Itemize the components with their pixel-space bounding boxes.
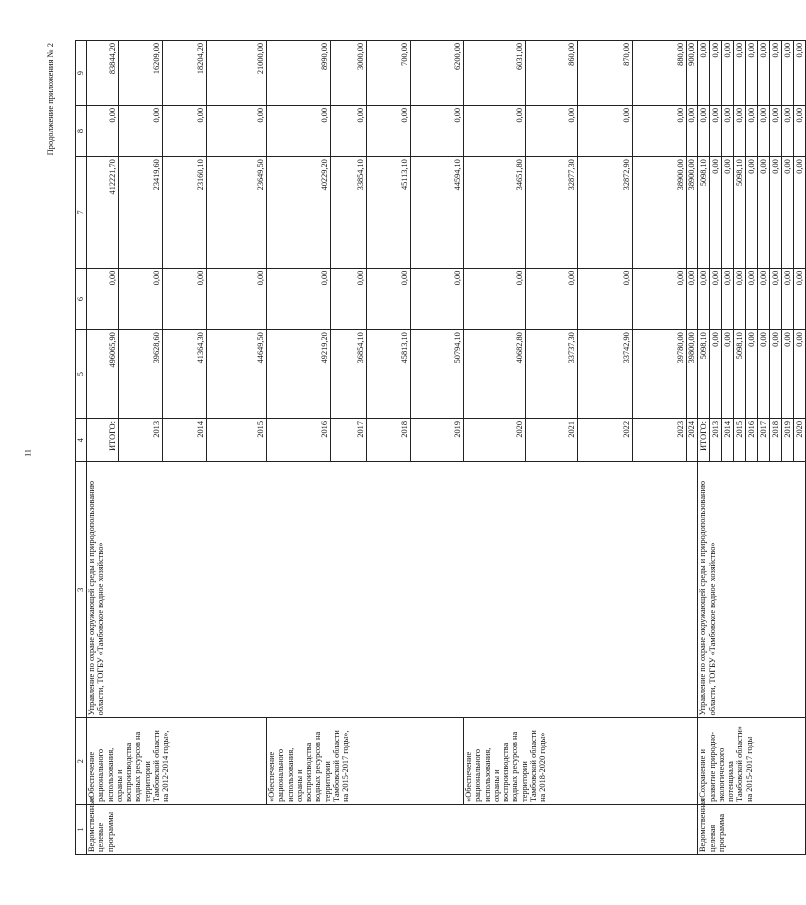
table-cell: 0,00 — [794, 268, 806, 329]
table-cell: 0,00 — [710, 268, 722, 329]
table-cell: 23649,50 — [207, 157, 267, 269]
table-cell: 0,00 — [710, 41, 722, 106]
table-cell: 2018 — [367, 419, 411, 462]
table-cell: 0,00 — [722, 105, 734, 156]
table-cell: 0,00 — [526, 268, 578, 329]
column-header: 2 — [76, 718, 87, 805]
table-cell: 0,00 — [367, 105, 411, 156]
table-cell: 49219,20 — [267, 330, 331, 419]
table-cell: 0,00 — [770, 268, 782, 329]
table-cell: 0,00 — [710, 105, 722, 156]
table-cell: 5098,10 — [734, 157, 746, 269]
table-cell: 0,00 — [331, 105, 367, 156]
table-cell: 0,00 — [758, 41, 770, 106]
table-cell: 0,00 — [722, 41, 734, 106]
table-cell: 2014 — [163, 419, 207, 462]
table-cell: 39628,60 — [119, 330, 163, 419]
table-cell: 5098,10 — [698, 157, 710, 269]
table-cell: 6031,00 — [464, 41, 526, 106]
table-cell: 18204,20 — [163, 41, 207, 106]
table-cell: 0,00 — [746, 268, 758, 329]
table-cell: 2013 — [710, 419, 722, 462]
table-cell: 5098,10 — [698, 330, 710, 419]
table-cell: 45113,10 — [367, 157, 411, 269]
table-cell: 0,00 — [119, 268, 163, 329]
table-cell: 0,00 — [746, 41, 758, 106]
table-cell: 6200,00 — [411, 41, 464, 106]
table-cell: 23160,10 — [163, 157, 207, 269]
table-cell: 2019 — [411, 419, 464, 462]
column-header: 5 — [76, 330, 87, 419]
table-cell: 33737,30 — [526, 330, 578, 419]
table-cell: ИТОГО: — [87, 419, 119, 462]
table-cell: 0,00 — [267, 268, 331, 329]
table-cell: 0,00 — [794, 41, 806, 106]
table-cell: 44594,10 — [411, 157, 464, 269]
table-cell: 860,00 — [526, 41, 578, 106]
table-cell: 2019 — [782, 419, 794, 462]
table-cell: 0,00 — [633, 268, 687, 329]
table-cell: 2023 — [633, 419, 687, 462]
table-row — [87, 41, 119, 855]
program-name-cell: «Сохранение и развитие природно-экологического потенциала Тамбовской области» на 2015-2017 годы — [698, 718, 806, 805]
table-cell: 32877,30 — [526, 157, 578, 269]
table-cell: 0,00 — [710, 330, 722, 419]
table-cell: 0,00 — [367, 268, 411, 329]
table-cell: 0,00 — [758, 157, 770, 269]
table-cell: 0,00 — [782, 157, 794, 269]
table-cell: 0,00 — [267, 105, 331, 156]
table-cell: 0,00 — [770, 41, 782, 106]
table-row — [464, 41, 526, 855]
table-cell: 0,00 — [87, 268, 119, 329]
table-cell: 2014 — [722, 419, 734, 462]
table-cell: 0,00 — [207, 105, 267, 156]
table-cell: 0,00 — [698, 268, 710, 329]
program-name-cell: «Обеспечение рационального использования, охраны и воспроизводства водных ресурсов на территории Тамбовской области на 2012-2014 годы», — [87, 718, 267, 805]
table-cell: 0,00 — [633, 105, 687, 156]
table-cell: 16209,00 — [119, 41, 163, 106]
table-cell: 2024 — [687, 419, 698, 462]
table-cell: 0,00 — [411, 268, 464, 329]
table-cell: 2015 — [734, 419, 746, 462]
rotated-table-area — [45, 40, 804, 855]
budget-table — [75, 40, 806, 855]
table-cell: 0,00 — [722, 268, 734, 329]
column-header: 3 — [76, 462, 87, 718]
table-cell: 5098,10 — [734, 330, 746, 419]
table-cell: 0,00 — [207, 268, 267, 329]
table-cell: 0,00 — [782, 41, 794, 106]
column-header: 9 — [76, 41, 87, 106]
table-cell: 0,00 — [746, 105, 758, 156]
table-cell: 0,00 — [782, 105, 794, 156]
table-cell: 0,00 — [119, 105, 163, 156]
table-cell: 700,00 — [367, 41, 411, 106]
table-cell: 39780,00 — [633, 330, 687, 419]
table-cell: 83844,20 — [87, 41, 119, 106]
column-header: 4 — [76, 419, 87, 462]
table-cell: 2016 — [267, 419, 331, 462]
page-number: 11 — [23, 449, 33, 457]
executor-cell: Управление по охране окружающей среды и природопользованию области, ТОГБУ «Тамбовское водное хозяйство» — [87, 462, 698, 718]
table-cell: 41364,30 — [163, 330, 207, 419]
table-cell: 34651,80 — [464, 157, 526, 269]
table-cell: 0,00 — [734, 41, 746, 106]
table-cell: 870,00 — [578, 41, 633, 106]
table-cell: 0,00 — [770, 105, 782, 156]
table-cell: 0,00 — [758, 105, 770, 156]
table-cell: 0,00 — [758, 268, 770, 329]
table-cell: 2020 — [794, 419, 806, 462]
table-cell: 0,00 — [746, 157, 758, 269]
table-cell: 0,00 — [734, 105, 746, 156]
table-cell: 39800,00 — [687, 330, 698, 419]
table-cell: 0,00 — [578, 268, 633, 329]
table-cell: 900,00 — [687, 41, 698, 106]
table-cell: 0,00 — [464, 105, 526, 156]
table-cell: 40682,80 — [464, 330, 526, 419]
table-cell: 38900,00 — [633, 157, 687, 269]
table-cell: 0,00 — [770, 330, 782, 419]
table-cell: 2022 — [578, 419, 633, 462]
header-row — [76, 41, 87, 855]
table-cell: 2016 — [746, 419, 758, 462]
table-cell: 2020 — [464, 419, 526, 462]
table-cell: 0,00 — [163, 105, 207, 156]
table-cell: 36854,10 — [331, 330, 367, 419]
table-cell: 2013 — [119, 419, 163, 462]
column-header: 1 — [76, 804, 87, 854]
table-cell: 21000,00 — [207, 41, 267, 106]
table-cell: 0,00 — [163, 268, 207, 329]
table-cell: 0,00 — [411, 105, 464, 156]
column-header: 6 — [76, 268, 87, 329]
table-cell: 0,00 — [698, 105, 710, 156]
table-cell: 0,00 — [87, 105, 119, 156]
table-cell: 32872,90 — [578, 157, 633, 269]
table-cell: 0,00 — [794, 157, 806, 269]
table-cell: 23419,60 — [119, 157, 163, 269]
table-cell: 3000,00 — [331, 41, 367, 106]
table-cell: 0,00 — [734, 268, 746, 329]
table-cell: 0,00 — [698, 41, 710, 106]
table-cell: ИТОГО: — [698, 419, 710, 462]
table-cell: 8990,00 — [267, 41, 331, 106]
table-cell: 2021 — [526, 419, 578, 462]
table-cell: 0,00 — [687, 268, 698, 329]
table-cell: 0,00 — [687, 105, 698, 156]
table-cell: 0,00 — [464, 268, 526, 329]
table-cell: 2015 — [207, 419, 267, 462]
table-row — [267, 41, 331, 855]
table-cell: 50794,10 — [411, 330, 464, 419]
table-cell: 0,00 — [710, 157, 722, 269]
table-cell: 33854,10 — [331, 157, 367, 269]
executor-cell: Управление по охране окружающей среды и природопользованию области, ТОГБУ «Тамбовское водное хозяйство» — [698, 462, 806, 718]
table-cell: 412221,70 — [87, 157, 119, 269]
table-cell: 0,00 — [758, 330, 770, 419]
table-cell: 45813,10 — [367, 330, 411, 419]
table-cell: 2017 — [331, 419, 367, 462]
table-cell: 0,00 — [526, 105, 578, 156]
table-cell: 0,00 — [578, 105, 633, 156]
table-row — [698, 41, 710, 855]
table-cell: 40229,20 — [267, 157, 331, 269]
table-cell: 0,00 — [782, 268, 794, 329]
program-type-cell: Ведомственные целевые программы — [87, 804, 698, 854]
program-name-cell: «Обеспечение рационального использования, охраны и воспроизводства водных ресурсов на территории Тамбовской области на 2015-2017 годы», — [267, 718, 464, 805]
program-name-cell: «Обеспечение рационального использования, охраны и воспроизводства водных ресурсов на территории Тамбовской области на 2018-2020 годы» — [464, 718, 698, 805]
column-header: 8 — [76, 105, 87, 156]
table-cell: 0,00 — [770, 157, 782, 269]
table-cell: 0,00 — [746, 330, 758, 419]
table-cell: 38900,00 — [687, 157, 698, 269]
table-cell: 0,00 — [722, 330, 734, 419]
table-cell: 0,00 — [722, 157, 734, 269]
column-header: 7 — [76, 157, 87, 269]
table-cell: 880,00 — [633, 41, 687, 106]
table-cell: 0,00 — [794, 105, 806, 156]
program-type-cell: Ведомственная целевая программа — [698, 804, 806, 854]
table-cell: 0,00 — [782, 330, 794, 419]
table-cell: 33742,90 — [578, 330, 633, 419]
table-cell: 0,00 — [794, 330, 806, 419]
table-cell: 0,00 — [331, 268, 367, 329]
table-cell: 496065,90 — [87, 330, 119, 419]
table-cell: 2017 — [758, 419, 770, 462]
table-cell: 44649,50 — [207, 330, 267, 419]
table-cell: 2018 — [770, 419, 782, 462]
continuation-note: Продолжение приложения № 2 — [45, 43, 55, 156]
